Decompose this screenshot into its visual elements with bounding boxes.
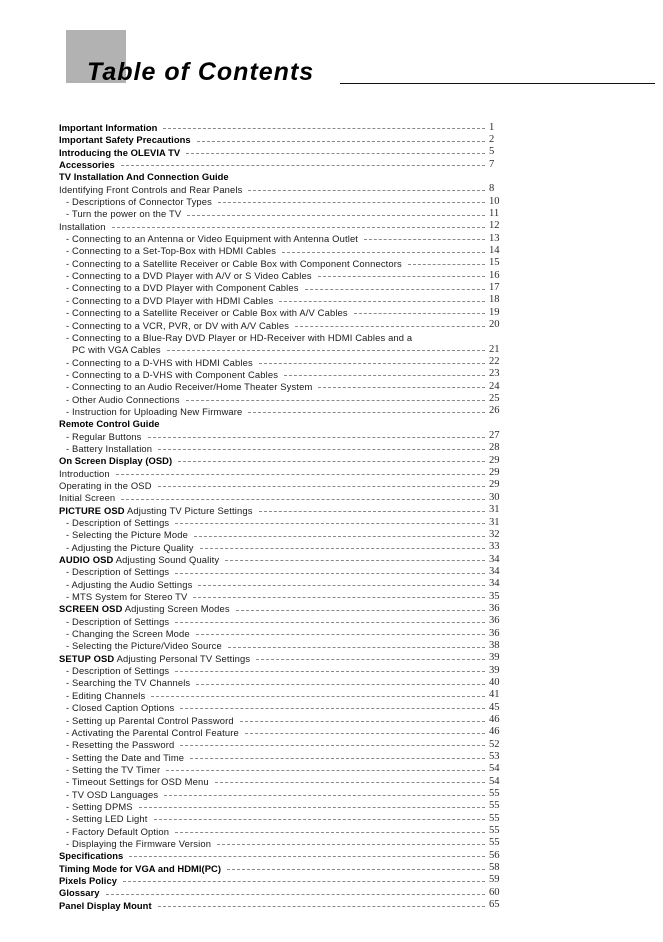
toc-entry[interactable] <box>0 566 663 578</box>
toc-entry-page: 40 <box>489 676 500 688</box>
toc-leader <box>158 486 485 487</box>
toc-entry-label: - Searching the TV Channels <box>66 677 191 689</box>
toc-leader <box>121 499 485 500</box>
toc-entry[interactable] <box>0 307 663 319</box>
toc-entry[interactable] <box>0 221 663 233</box>
toc-entry[interactable] <box>0 739 663 751</box>
toc-entry-label: - Setting DPMS <box>66 800 133 812</box>
toc-entry[interactable] <box>0 653 663 665</box>
toc-leader <box>354 313 485 314</box>
toc-entry[interactable] <box>0 418 663 430</box>
toc-leader <box>123 881 485 882</box>
toc-leader <box>151 696 485 697</box>
toc-entry-label: - Connecting to a Blue-Ray DVD Player or HD-Receiver with HDMI Cables and a <box>66 331 413 343</box>
toc-entry-label: - Closed Caption Options <box>66 702 175 714</box>
toc-leader <box>163 128 485 129</box>
toc-entry-label: Remote Control Guide <box>59 418 160 430</box>
toc-entry-page: 46 <box>489 726 500 738</box>
toc-entry-page: 17 <box>489 281 500 293</box>
toc-entry-page: 28 <box>489 442 500 454</box>
toc-entry-page: 13 <box>489 232 500 244</box>
toc-leader <box>175 523 485 524</box>
toc-entry-page: 34 <box>489 553 500 565</box>
toc-entry-label: - Description of Settings <box>66 517 170 528</box>
toc-entry-page: 25 <box>489 393 500 405</box>
toc-leader <box>121 165 485 166</box>
toc-entry-page: 36 <box>489 615 500 627</box>
toc-entry-page: 55 <box>489 837 500 849</box>
toc-entry-label: - Editing Channels <box>66 689 146 701</box>
toc-entry[interactable] <box>0 702 663 714</box>
toc-leader <box>196 634 485 635</box>
toc-entry-label: - Description of Settings <box>66 665 170 677</box>
toc-entry[interactable] <box>0 813 663 825</box>
toc-entry-label: Introducing the OLEVIA TV <box>59 146 181 158</box>
toc-entry-page: 23 <box>489 368 500 380</box>
page-title: Table of Contents <box>87 58 315 86</box>
toc-entry-page: 34 <box>489 578 500 590</box>
toc-entry-label: - Changing the Screen Mode <box>66 628 190 640</box>
toc-leader <box>227 869 485 870</box>
toc-entry[interactable] <box>0 320 663 332</box>
toc-entry-label: - Connecting to a Satellite Receiver or Cable Box with Component Connectors <box>66 257 402 269</box>
toc-leader <box>106 894 485 895</box>
toc-leader <box>228 647 485 648</box>
toc-entry-page: 18 <box>489 294 500 306</box>
toc-entry[interactable] <box>0 715 663 727</box>
toc-entry[interactable] <box>0 492 663 504</box>
table-of-contents <box>0 122 663 912</box>
toc-entry-label: On Screen Display (OSD) <box>59 455 173 467</box>
toc-entry-page: 56 <box>489 849 500 861</box>
toc-entry-page: 29 <box>489 479 500 491</box>
toc-entry[interactable] <box>0 369 663 381</box>
toc-leader <box>158 449 485 450</box>
toc-entry[interactable] <box>0 443 663 455</box>
toc-leader <box>256 659 485 660</box>
toc-leader <box>190 758 485 759</box>
toc-entry-label: TV Installation And Connection Guide <box>59 171 229 183</box>
toc-entry-page: 20 <box>489 319 500 330</box>
toc-entry-label: Glossary <box>59 887 100 899</box>
toc-entry-label: - Selecting the Picture/Video Source <box>66 640 222 652</box>
toc-entry-page: 65 <box>489 899 500 911</box>
toc-entry-label: AUDIO OSD Adjusting Sound Quality <box>59 554 220 566</box>
toc-entry-label: Important Information <box>59 122 158 133</box>
toc-entry-page: 46 <box>489 714 500 725</box>
toc-entry-label: - Setting the Date and Time <box>66 751 185 763</box>
toc-entry[interactable] <box>0 752 663 764</box>
toc-entry[interactable] <box>0 776 663 788</box>
toc-leader <box>284 375 485 376</box>
toc-entry[interactable] <box>0 603 663 615</box>
toc-entry[interactable] <box>0 690 663 702</box>
toc-entry-label: - Connecting to an Antenna or Video Equipment with Antenna Outlet <box>66 233 359 245</box>
toc-entry-page: 11 <box>489 207 500 219</box>
toc-entry-label-emphasis: SCREEN OSD <box>59 603 123 615</box>
toc-entry-page: 22 <box>489 356 500 368</box>
toc-leader <box>139 807 485 808</box>
toc-leader <box>225 560 485 561</box>
toc-entry-label: Introduction <box>59 467 110 479</box>
toc-entry-label: - Description of Settings <box>66 615 170 627</box>
toc-leader <box>129 856 485 857</box>
toc-entry-page: 33 <box>489 541 500 553</box>
toc-entry-label: - Activating the Parental Control Feature <box>66 726 239 738</box>
toc-entry[interactable] <box>0 764 663 776</box>
toc-entry-page: 29 <box>489 454 500 466</box>
toc-entry-label: - Selecting the Picture Mode <box>66 529 188 541</box>
toc-entry[interactable] <box>0 900 663 912</box>
toc-entry[interactable] <box>0 505 663 517</box>
toc-leader <box>198 585 485 586</box>
toc-entry-page: 31 <box>489 516 500 528</box>
toc-entry[interactable] <box>0 282 663 294</box>
toc-entry[interactable] <box>0 468 663 480</box>
toc-entry-page: 10 <box>489 195 500 207</box>
toc-entry-label: - Timeout Settings for OSD Menu <box>66 776 209 788</box>
toc-leader <box>193 597 485 598</box>
toc-entry[interactable] <box>0 233 663 245</box>
toc-entry[interactable] <box>0 332 663 344</box>
toc-entry-page: 55 <box>489 788 500 800</box>
toc-entry[interactable] <box>0 455 663 467</box>
toc-leader <box>175 573 485 574</box>
toc-leader <box>259 363 485 364</box>
toc-entry-label: - Resetting the Password <box>66 739 175 751</box>
toc-entry[interactable] <box>0 270 663 282</box>
toc-entry-label: Identifying Front Controls and Rear Panels <box>59 183 243 195</box>
toc-entry[interactable] <box>0 134 663 146</box>
toc-entry-page: 59 <box>489 874 500 886</box>
toc-entry-label: - Factory Default Option <box>66 825 170 837</box>
toc-entry-page: 58 <box>489 862 500 874</box>
toc-leader <box>248 412 485 413</box>
toc-entry-page: 41 <box>489 689 500 701</box>
toc-entry[interactable] <box>0 727 663 739</box>
toc-leader <box>186 400 485 401</box>
toc-leader <box>154 819 485 820</box>
toc-entry-page: 36 <box>489 627 500 639</box>
toc-entry-label: Timing Mode for VGA and HDMI(PC) <box>59 862 222 874</box>
toc-leader <box>187 215 485 216</box>
toc-entry-page: 34 <box>489 565 500 577</box>
toc-entry[interactable] <box>0 171 663 183</box>
toc-entry[interactable] <box>0 554 663 566</box>
toc-leader <box>218 202 485 203</box>
toc-entry-page: 16 <box>489 269 500 281</box>
toc-entry[interactable] <box>0 677 663 689</box>
toc-entry-label: Panel Display Mount <box>59 899 152 911</box>
toc-entry-page: 19 <box>489 306 500 318</box>
toc-leader <box>295 326 485 327</box>
toc-entry[interactable] <box>0 875 663 887</box>
toc-entry[interactable] <box>0 838 663 850</box>
toc-entry[interactable] <box>0 789 663 801</box>
toc-entry-page: 29 <box>489 467 500 479</box>
toc-entry-label: - Connecting to a Satellite Receiver or Cable Box with A/V Cables <box>66 307 348 319</box>
toc-leader <box>279 301 485 302</box>
toc-leader <box>175 671 485 672</box>
toc-entry-page: 45 <box>489 701 500 713</box>
toc-entry-label: - Battery Installation <box>66 442 153 454</box>
toc-entry-label: - Descriptions of Connector Types <box>66 196 212 208</box>
toc-entry[interactable] <box>0 431 663 443</box>
toc-leader <box>196 684 485 685</box>
toc-entry-page: 24 <box>489 380 500 392</box>
header-rule <box>340 83 655 84</box>
toc-entry[interactable] <box>0 357 663 369</box>
toc-entry-page: 26 <box>489 405 500 417</box>
toc-entry[interactable] <box>0 591 663 603</box>
toc-entry[interactable] <box>0 640 663 652</box>
toc-entry-label: SETUP OSD Adjusting Personal TV Settings <box>59 652 251 664</box>
toc-entry[interactable] <box>0 344 663 356</box>
toc-leader <box>236 610 485 611</box>
toc-entry-page: 55 <box>489 825 500 837</box>
toc-entry-page: 38 <box>489 639 500 651</box>
toc-entry[interactable] <box>0 480 663 492</box>
toc-entry[interactable] <box>0 406 663 418</box>
toc-entry[interactable] <box>0 122 663 134</box>
toc-entry-page: 39 <box>489 652 500 664</box>
toc-entry-label: - Connecting to a DVD Player with HDMI Cables <box>66 294 274 306</box>
toc-entry-label: - TV OSD Languages <box>66 788 159 800</box>
toc-entry-label: - Instruction for Uploading New Firmware <box>66 405 243 417</box>
toc-entry-label: SCREEN OSD Adjusting Screen Modes <box>59 603 230 615</box>
toc-leader <box>197 141 485 142</box>
toc-leader <box>112 227 485 228</box>
toc-entry-page: 31 <box>489 504 500 516</box>
toc-entry[interactable] <box>0 579 663 591</box>
toc-entry-label: - Setting up Parental Control Password <box>66 714 234 726</box>
toc-leader <box>305 289 485 290</box>
toc-entry-page: 36 <box>489 602 500 614</box>
toc-entry[interactable] <box>0 863 663 875</box>
toc-entry[interactable] <box>0 887 663 899</box>
toc-entry-label: - Setting LED Light <box>66 813 148 825</box>
toc-entry-label: - Connecting to a D-VHS with HDMI Cables <box>66 356 253 368</box>
toc-entry-label: Operating in the OSD <box>59 479 152 491</box>
toc-entry[interactable] <box>0 542 663 554</box>
toc-entry[interactable] <box>0 245 663 257</box>
toc-entry-label: - Connecting to a Set-Top-Box with HDMI Cables <box>66 245 277 257</box>
toc-entry-label: - Turn the power on the TV <box>66 208 182 220</box>
toc-entry-page: 52 <box>489 738 500 750</box>
toc-entry-page: 54 <box>489 763 500 775</box>
toc-entry[interactable] <box>0 517 663 529</box>
toc-leader <box>178 461 485 462</box>
toc-entry-page: 55 <box>489 812 500 824</box>
toc-leader <box>180 745 485 746</box>
toc-entry-label: Installation <box>59 220 106 232</box>
toc-entry[interactable] <box>0 258 663 270</box>
toc-entry-label: - Connecting to a DVD Player with A/V or S Video Cables <box>66 270 312 282</box>
toc-entry-label: - Connecting to a VCR, PVR, or DV with A/V Cables <box>66 319 290 331</box>
toc-entry-label: - MTS System for Stereo TV <box>66 591 188 603</box>
toc-entry-label-emphasis: AUDIO OSD <box>59 554 114 566</box>
toc-entry[interactable] <box>0 381 663 393</box>
toc-entry-page: 32 <box>489 528 500 540</box>
toc-leader <box>175 622 485 623</box>
toc-entry-label: Specifications <box>59 850 124 862</box>
toc-entry-label: - Displaying the Firmware Version <box>66 837 212 849</box>
toc-leader <box>408 264 485 265</box>
toc-entry[interactable] <box>0 159 663 171</box>
toc-leader <box>175 832 485 833</box>
toc-entry-label: - Setting the TV Timer <box>66 763 161 775</box>
toc-entry-label: - Connecting to a D-VHS with Component Cables <box>66 368 279 380</box>
toc-entry[interactable] <box>0 826 663 838</box>
toc-entry-page: 1 <box>489 121 495 133</box>
toc-entry[interactable] <box>0 665 663 677</box>
toc-entry-label: PC with VGA Cables <box>72 344 161 356</box>
toc-leader <box>245 733 485 734</box>
toc-entry-page: 14 <box>489 244 500 256</box>
toc-entry-page: 2 <box>489 133 495 145</box>
toc-entry[interactable] <box>0 628 663 640</box>
toc-entry-page: 53 <box>489 751 500 763</box>
toc-leader <box>217 844 485 845</box>
toc-entry-page: 15 <box>489 257 500 269</box>
toc-leader <box>248 190 485 191</box>
toc-entry[interactable] <box>0 147 663 159</box>
toc-entry-page: 12 <box>489 220 500 232</box>
toc-entry-label: PICTURE OSD Adjusting TV Picture Settings <box>59 504 253 516</box>
toc-entry-label: Initial Screen <box>59 492 116 504</box>
toc-entry-label: Accessories <box>59 159 115 171</box>
toc-entry-page: 5 <box>489 146 495 158</box>
toc-entry[interactable] <box>0 801 663 813</box>
toc-entry[interactable] <box>0 850 663 862</box>
toc-entry[interactable] <box>0 295 663 307</box>
toc-entry-page: 27 <box>489 430 500 442</box>
toc-entry-page: 55 <box>489 800 500 812</box>
toc-leader <box>158 906 485 907</box>
toc-entry-page: 30 <box>489 491 500 503</box>
toc-entry-label: - Connecting to an Audio Receiver/Home Theater System <box>66 381 313 393</box>
toc-entry-page: 35 <box>489 590 500 602</box>
toc-entry[interactable] <box>0 184 663 196</box>
toc-leader <box>186 153 485 154</box>
toc-entry-label: - Description of Settings <box>66 566 170 578</box>
toc-leader <box>180 708 485 709</box>
toc-entry-label: - Adjusting the Audio Settings <box>66 578 193 590</box>
toc-leader <box>259 511 485 512</box>
toc-entry-page: 60 <box>489 886 500 898</box>
toc-leader <box>240 721 485 722</box>
toc-leader <box>364 239 485 240</box>
toc-entry-label: - Adjusting the Picture Quality <box>66 541 194 553</box>
toc-leader <box>166 770 485 771</box>
toc-leader <box>318 387 485 388</box>
toc-leader <box>167 350 485 351</box>
toc-leader <box>318 276 485 277</box>
toc-entry[interactable] <box>0 394 663 406</box>
page-header <box>0 0 663 100</box>
toc-entry-label: Pixels Policy <box>59 874 117 886</box>
toc-leader <box>164 795 485 796</box>
toc-entry-label: Important Safety Precautions <box>59 134 191 146</box>
toc-entry-page: 7 <box>489 158 495 170</box>
toc-leader <box>116 474 485 475</box>
toc-entry-label-emphasis: SETUP OSD <box>59 652 115 664</box>
toc-leader <box>282 252 485 253</box>
toc-entry-page: 8 <box>489 183 495 195</box>
toc-entry-page: 21 <box>489 343 500 355</box>
toc-leader <box>200 548 485 549</box>
toc-entry-label: - Regular Buttons <box>66 430 142 442</box>
toc-leader <box>148 437 485 438</box>
toc-entry-page: 39 <box>489 664 500 676</box>
toc-leader <box>194 536 485 537</box>
toc-leader <box>215 782 485 783</box>
toc-entry-label: - Connecting to a DVD Player with Component Cables <box>66 282 299 294</box>
toc-entry[interactable] <box>0 529 663 541</box>
toc-entry[interactable] <box>0 208 663 220</box>
toc-entry-label: - Other Audio Connections <box>66 393 180 405</box>
toc-entry[interactable] <box>0 616 663 628</box>
toc-entry-page: 54 <box>489 775 500 787</box>
toc-entry-label-emphasis: PICTURE OSD <box>59 504 125 516</box>
toc-entry[interactable] <box>0 196 663 208</box>
